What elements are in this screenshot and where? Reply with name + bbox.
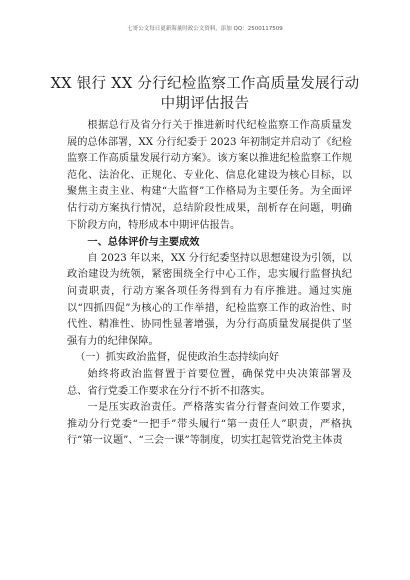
document-title: XX 银行 XX 分行纪检监察工作高质量发展行动中期评估报告	[50, 76, 360, 112]
watermark-text: 七哥公文每日更新海量时政公文资料，添加 QQ：2500117509	[127, 26, 283, 32]
evaluation-paragraph: 自 2023 年以来，XX 分行纪委坚持以思想建设为引领，以政治建设为统领，紧密围绕全行中心工作，忠实履行监督执纪问责职责，行动方案各项任务得到有力有序推进。通过实施以“四抓四促”为核心的工作举措，纪检监察工作的政治性、时代性、精准性、协同性显著增强，为分行高质量发展提供了坚强有力的纪律保障。	[67, 252, 352, 347]
political-supervision-paragraph: 始终将政治监督置于首要位置，确保党中央决策部署及总、省行党委工作要求在分行不折不扣落实。	[67, 368, 352, 397]
subsection-heading: （一）抓实政治监督，促使政治生态持续向好	[75, 352, 279, 364]
responsibility-paragraph: 一是压实政治责任。严格落实省分行督查问效工作要求，推动分行党委“一把手”带头履行“第一责任人”职责，严格执行“第一议题”、“三会一课”等制度，切实扛起管党治党主体责	[67, 402, 352, 447]
intro-paragraph: 根据总行及省分行关于推进新时代纪检监察工作高质量发展的总体部署，XX 分行纪委于 2023 年初制定并启动了《纪检监察工作高质量发展行动方案》。该方案以推进纪检监察工作规范化、法治化、正规化、专业化、信息化建设为核心目标，以聚焦主责主业、构建“大监督”工作格局为主要任务。为全面评估行动方案执行情况，总结阶段性成果，剖析存在问题，明确下阶段方向，特形成本中期评估报告。	[67, 120, 352, 231]
document-body	[67, 118, 352, 450]
section-heading: 一、总体评价与主要成效	[87, 236, 200, 249]
